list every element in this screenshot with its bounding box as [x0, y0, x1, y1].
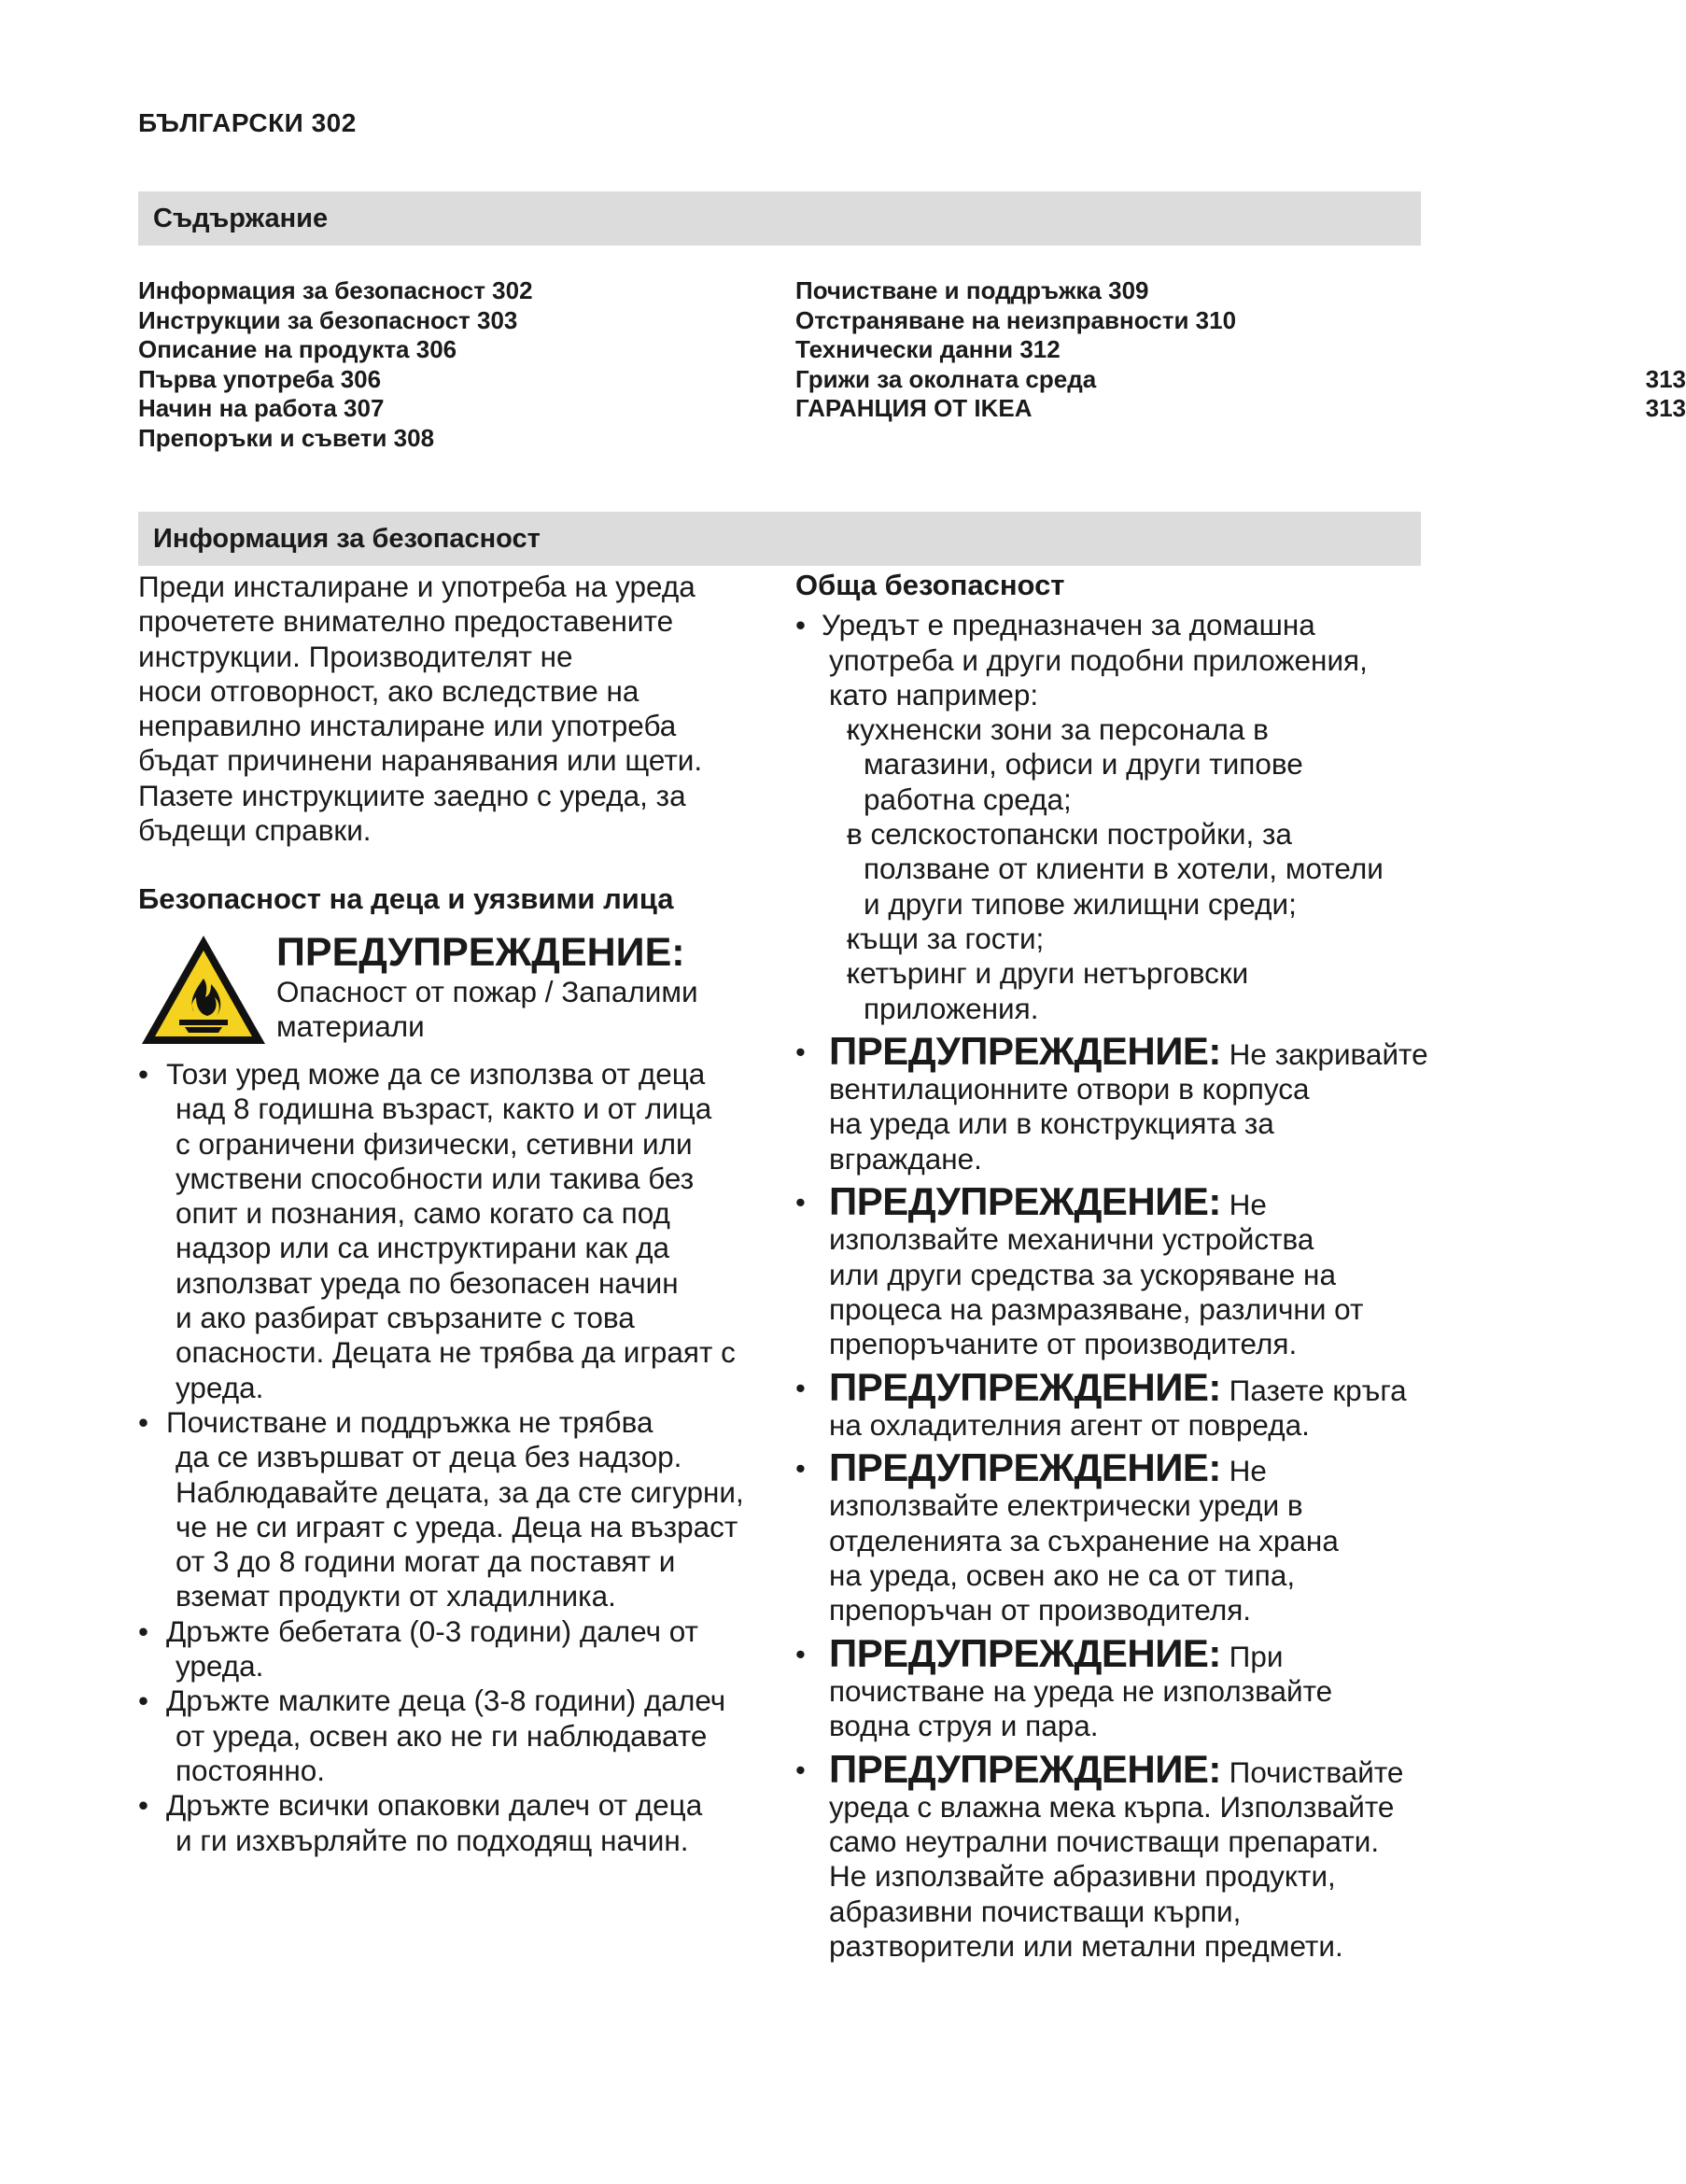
warning-label: ПРЕДУПРЕЖДЕНИЕ:	[829, 1445, 1221, 1490]
toc-entry[interactable]: Информация за безопасност 302	[138, 276, 533, 304]
list-line: кухненски зони за персонала в	[847, 712, 1269, 747]
list-line: в селскостопански постройки, за	[847, 817, 1292, 852]
intro-line: носи отговорност, ако вследствие на	[138, 673, 639, 708]
list-line: опасности. Децата не трябва да играят с	[176, 1335, 736, 1370]
children-safety-heading: Безопасност на деца и уязвими лица	[138, 882, 674, 915]
list-item	[138, 1405, 782, 1614]
toc-left-column	[138, 276, 533, 453]
warning-line: водна струя и пара.	[829, 1709, 1099, 1743]
list-item	[138, 1057, 782, 1405]
fire-warning-text	[276, 930, 698, 1044]
list-item	[138, 1788, 782, 1858]
toc-entry[interactable]: Първа употреба 306	[138, 364, 382, 393]
list-line: Уредът е предназначен за домашна	[822, 608, 1315, 642]
list-line: работна среда;	[864, 782, 1072, 816]
warning-line: Не използвайте абразивни продукти,	[829, 1859, 1336, 1894]
toc-entry-label: Отстраняване на неизправности 310	[795, 305, 1237, 334]
toc-entry[interactable]: Препоръки и съвети 308	[138, 423, 435, 452]
sub-list-item	[795, 922, 1430, 956]
list-line: магазини, офиси и други типове	[864, 747, 1303, 782]
toc-entry-label: ГАРАНЦИЯ ОТ IKEA	[795, 394, 1033, 422]
warning-first-words: Не	[1229, 1188, 1267, 1222]
warning-first-words: Почиствайте	[1229, 1754, 1404, 1789]
list-item	[795, 608, 1430, 712]
list-line: уреда.	[176, 1649, 264, 1684]
sub-list-item	[795, 817, 1430, 922]
warning-line: само неутрални почистващи препарати.	[829, 1825, 1380, 1859]
warning-line: използвайте механични устройства	[829, 1222, 1314, 1257]
list-line: Дръжте малките деца (3-8 години) далеч	[166, 1684, 726, 1718]
toc-entry[interactable]: Инструкции за безопасност 303	[138, 305, 518, 334]
toc-entry-page: 313	[1645, 364, 1686, 393]
list-line: като например:	[829, 677, 1039, 712]
toc-entry[interactable]	[795, 335, 1686, 365]
warning-line: препоръчаните от производителя.	[829, 1327, 1298, 1361]
list-line: че не си играят с уреда. Деца на възраст	[176, 1509, 738, 1543]
warning-line: процеса на размразяване, различни от	[829, 1291, 1364, 1326]
sub-list-item	[795, 712, 1430, 817]
warning-first-words: При	[1229, 1639, 1284, 1673]
children-safety-list	[138, 1057, 782, 1858]
intro-line: неправилно инсталиране или употреба	[138, 709, 677, 743]
intro-line: прочетете внимателно предоставените	[138, 604, 674, 639]
general-sub-list	[795, 712, 1430, 1026]
warning-item	[795, 1364, 1430, 1444]
warning-label: ПРЕДУПРЕЖДЕНИЕ:	[829, 1028, 1221, 1073]
list-line: Наблюдавайте децата, за да сте сигурни,	[176, 1474, 744, 1509]
safety-intro	[138, 570, 773, 848]
toc-entry[interactable]: Описание на продукта 306	[138, 335, 457, 363]
warning-line: уреда с влажна мека кърпа. Използвайте	[829, 1789, 1395, 1824]
list-line: употреба и други подобни приложения,	[829, 642, 1368, 677]
warning-line: на уреда, освен ако не са от типа,	[829, 1558, 1296, 1593]
intro-line: инструкции. Производителят не	[138, 639, 573, 673]
toc-entry-label: Грижи за околната среда	[795, 364, 1097, 393]
safety-title-bar	[138, 512, 1421, 566]
warning-line: абразивни почистващи кърпи,	[829, 1894, 1242, 1928]
warning-title: ПРЕДУПРЕЖДЕНИЕ:	[276, 930, 685, 975]
list-line: уреда.	[176, 1370, 264, 1404]
warning-item	[795, 1181, 1430, 1361]
list-line: да се извършват от деца без надзор.	[176, 1440, 682, 1474]
list-line: къщи за гости;	[847, 921, 1045, 955]
list-item	[138, 1614, 782, 1684]
list-line: над 8 годишна възраст, както и от лица	[176, 1092, 712, 1126]
warning-label: ПРЕДУПРЕЖДЕНИЕ:	[829, 1630, 1221, 1675]
list-line: постоянно.	[176, 1753, 326, 1787]
intro-line: бъдат причинени наранявания или щети.	[138, 743, 703, 778]
warning-line: препоръчан от производителя.	[829, 1593, 1252, 1627]
sub-list-item	[795, 956, 1430, 1026]
warning-item	[795, 1746, 1430, 1965]
page-header: БЪЛГАРСКИ 302	[138, 108, 357, 137]
warning-first-words: Не	[1229, 1454, 1267, 1488]
general-safety-heading: Обща безопасност	[795, 569, 1065, 601]
warning-line: Опасност от пожар / Запалими	[276, 975, 698, 1008]
flammable-warning-icon	[138, 932, 269, 1050]
warning-line: почистване на уреда не използвайте	[829, 1673, 1333, 1708]
list-line: Този уред може да се използва от деца	[166, 1057, 706, 1091]
warning-label: ПРЕДУПРЕЖДЕНИЕ:	[829, 1179, 1221, 1224]
warning-item	[795, 1630, 1430, 1744]
intro-line: Преди инсталиране и употреба на уреда	[138, 570, 695, 603]
toc-entry-page: 313	[1645, 394, 1686, 422]
list-line: и ги изхвърляйте по подходящ начин.	[176, 1823, 689, 1857]
warning-line: отделенията за съхранение на храна	[829, 1523, 1339, 1557]
toc-entry-label: Почистване и поддръжка 309	[795, 276, 1149, 304]
list-line: Дръжте бебетата (0-3 години) далеч от	[166, 1613, 698, 1648]
list-line: кетъринг и други нетърговски	[847, 956, 1249, 991]
warning-line: или други средства за ускоряване на	[829, 1257, 1336, 1291]
warning-line: разтворители или метални предмети.	[829, 1928, 1343, 1963]
list-line: надзор или са инструктирани как да	[176, 1231, 669, 1265]
children-heading-wrap	[138, 881, 674, 916]
list-line: от 3 до 8 години могат да поставят и	[176, 1544, 676, 1579]
warning-item	[795, 1028, 1430, 1177]
list-line: използват уреда по безопасен начин	[176, 1265, 679, 1300]
warning-line: вентилационните отвори в корпуса	[829, 1072, 1310, 1106]
toc-entry[interactable]: Начин на работа 307	[138, 394, 385, 422]
toc-entry[interactable]	[795, 306, 1686, 336]
intro-line: бъдещи справки.	[138, 813, 372, 848]
warning-line: вграждане.	[829, 1141, 982, 1176]
list-line: умствени способности или такива без	[176, 1161, 695, 1195]
toc-right-column	[795, 276, 1686, 424]
toc-entry-label: Технически данни 312	[795, 335, 1061, 363]
warning-label: ПРЕДУПРЕЖДЕНИЕ:	[829, 1746, 1221, 1791]
warning-first-words: Пазете кръга	[1229, 1373, 1407, 1407]
warning-line: използвайте електрически уреди в	[829, 1488, 1303, 1523]
safety-title: Информация за безопасност	[153, 524, 541, 554]
warning-item	[795, 1447, 1430, 1627]
list-line: вземат продукти от хладилника.	[176, 1579, 616, 1613]
toc-title-bar	[138, 191, 1421, 246]
toc-entry[interactable]	[795, 276, 1686, 306]
intro-line: Пазете инструкциите заедно с уреда, за	[138, 778, 686, 812]
list-item	[138, 1684, 782, 1788]
general-safety-section	[795, 568, 1430, 1964]
list-line: от уреда, освен ако не ги наблюдавате	[176, 1718, 708, 1753]
warning-label: ПРЕДУПРЕЖДЕНИЕ:	[829, 1364, 1221, 1409]
toc-entry[interactable]	[795, 365, 1686, 395]
list-line: опит и познания, само когато са под	[176, 1196, 670, 1231]
list-line: Дръжте всички опаковки далеч от деца	[166, 1788, 703, 1823]
warning-first-words: Не закривайте	[1229, 1036, 1428, 1071]
list-line: с ограничени физически, сетивни или	[176, 1126, 693, 1161]
list-line: Почистване и поддръжка не трябва	[166, 1404, 653, 1439]
list-line: приложения.	[864, 991, 1039, 1025]
list-line: ползване от клиенти в хотели, мотели	[864, 852, 1384, 886]
list-line: и други типове жилищни среди;	[864, 886, 1297, 921]
warning-line: на охладителния агент от повреда.	[829, 1407, 1310, 1442]
toc-title: Съдържание	[153, 204, 329, 233]
warning-line: на уреда или в конструкцията за	[829, 1106, 1274, 1141]
warning-line: материали	[276, 1009, 425, 1043]
list-line: и ако разбират свързаните с това	[176, 1301, 635, 1335]
toc-entry[interactable]	[795, 394, 1686, 424]
fire-warning-block	[138, 930, 745, 1051]
